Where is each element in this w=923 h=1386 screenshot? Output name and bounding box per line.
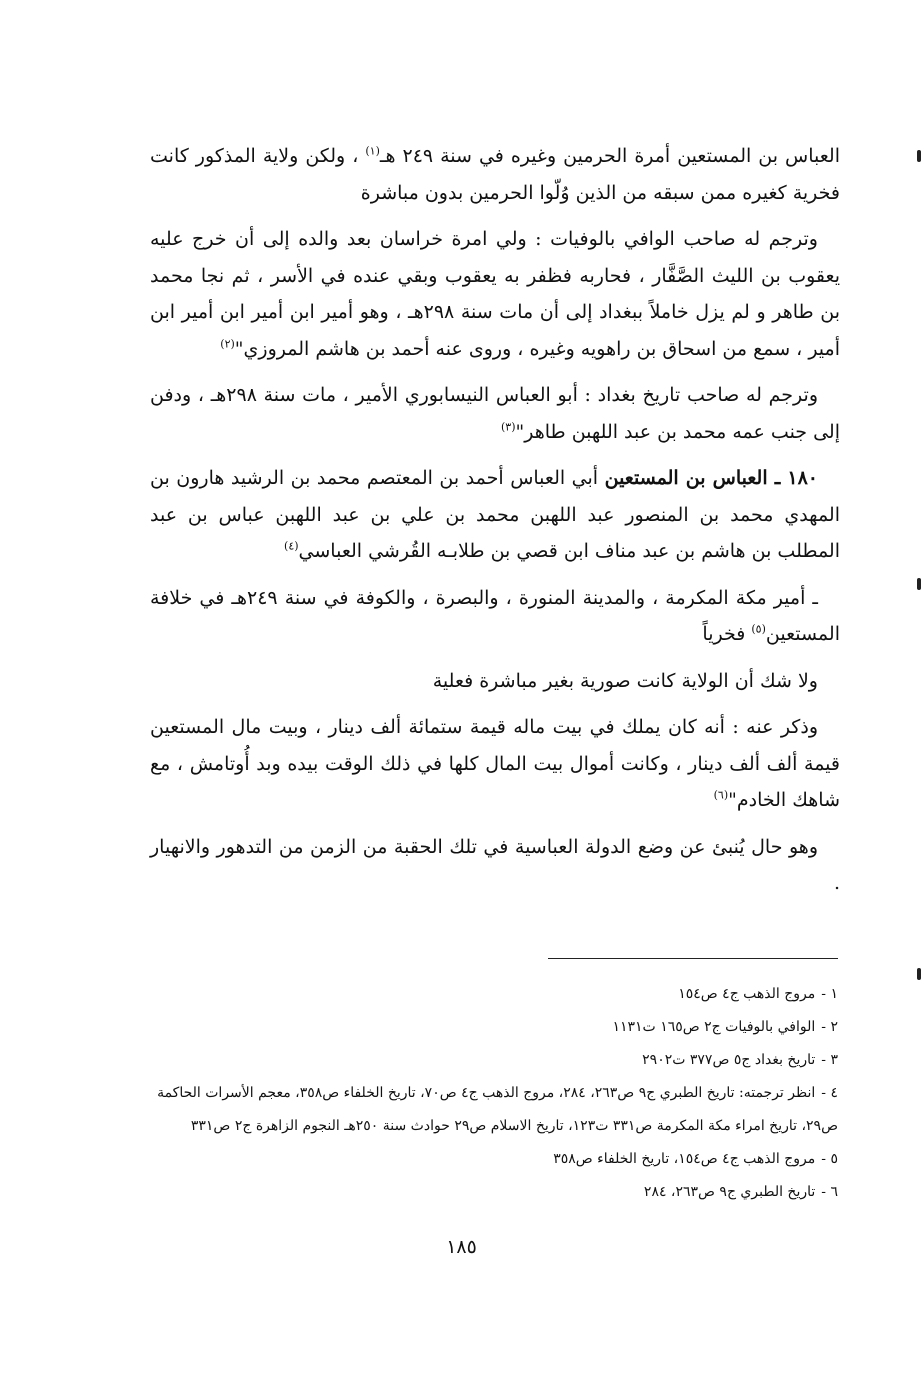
footnote-ref-3: (٣) (501, 420, 516, 434)
footnote-6-number: ٦ - (821, 1184, 838, 1200)
footnote-5 (148, 1143, 838, 1176)
paragraph-8 (150, 829, 840, 902)
paragraph-5 (150, 580, 840, 653)
footnote-4-text: انظر ترجمته: تاريخ الطبري ج٩ ص٢٦٣، ٢٨٤، مروج الذهب ج٤ ص٧٠، تاريخ الخلفاء ص٣٥٨، معجم الأسرات الحاكمة ص٢٩، تاريخ امراء مكة المكرمة ص٣٣١ ت١٢٣، تاريخ الاسلام ص٢٩ حوادث سنة ٢٥٠هـ النجوم الزاهرة ج٢ ص٣٣١ (157, 1085, 838, 1134)
paragraph-8-text: وهو حال يُنبئ عن وضع الدولة العباسية في تلك الحقبة من الزمن من التدهور والانهيار . (150, 835, 840, 894)
footnote-2 (148, 1011, 838, 1044)
footnote-6 (148, 1176, 838, 1209)
footnote-5-text: مروج الذهب ج٤ ص١٥٤، تاريخ الخلفاء ص٣٥٨ (553, 1151, 816, 1167)
footnote-ref-5: (٥) (751, 622, 766, 636)
paragraph-6 (150, 663, 840, 700)
footnote-ref-1: (١) (365, 144, 380, 158)
paragraph-1 (150, 138, 840, 211)
footnote-5-number: ٥ - (821, 1151, 838, 1167)
margin-mark (917, 578, 921, 590)
entry-180-heading: ١٨٠ ـ العباس بن المستعين (604, 467, 819, 489)
footnotes-list (148, 978, 838, 1209)
footnote-2-number: ٢ - (821, 1019, 838, 1035)
footnote-2-text: الوافي بالوفيات ج٢ ص١٦٥ ت١١٣١ (612, 1019, 816, 1035)
paragraph-3 (150, 377, 840, 450)
footnote-3 (148, 1044, 838, 1077)
footnote-4-number: ٤ - (821, 1085, 838, 1101)
paragraph-5-tail: فخرياً (702, 623, 752, 645)
footnote-3-number: ٣ - (821, 1052, 838, 1068)
page-number: ١٨٥ (446, 1236, 477, 1258)
paragraph-2 (150, 221, 840, 367)
paragraph-2-text: وترجم له صاحب الوافي بالوفيات : ولي امرة خراسان بعد والده إلى أن خرج عليه يعقوب بن الليث الصَّفَّار ، فحاربه فظفر به يعقوب وبقي عنده في الأسر ، ثم نجا محمد بن طاهر و لم يزل خاملاً ببغداد إلى أن مات سنة ٢٩٨هـ ، وهو أمير ابن أمير ابن أمير ابن أمير ، سمع من اسحاق بن راهويه وغيره ، وروى عنه أحمد بن هاشم المروزي" (150, 228, 840, 360)
paragraph-3-text: وترجم له صاحب تاريخ بغداد : أبو العباس النيسابوري الأمير ، مات سنة ٢٩٨هـ ، ودفن إلى جنب عمه محمد بن عبد اللهبن طاهر" (150, 384, 840, 443)
main-text-block (150, 138, 840, 912)
footnote-ref-2: (٢) (220, 337, 235, 351)
paragraph-1-tail: ، ولكن ولاية المذكور كانت فخرية كغيره ممن سبقه من الذين وُلّوا الحرمين بدون مباشرة (150, 145, 840, 204)
margin-mark (917, 150, 921, 162)
paragraph-7 (150, 709, 840, 819)
footnote-ref-6: (٦) (713, 788, 729, 802)
footnote-ref-4: (٤) (284, 539, 299, 553)
footnote-6-text: تاريخ الطبري ج٩ ص٢٦٣، ٢٨٤ (643, 1184, 816, 1200)
paragraph-7-text: وذكر عنه : أنه كان يملك في بيت ماله قيمة ستمائة ألف دينار ، وبيت مال المستعين قيمة ألف ألف دينار ، وكانت أموال بيت المال كلها في ذلك الوقت بيده وبد أُوتامش ، مع شاهك الخادم" (150, 716, 840, 811)
paragraph-6-text: ولا شك أن الولاية كانت صورية بغير مباشرة فعلية (432, 669, 818, 692)
footnote-3-text: تاريخ بغداد ج٥ ص٣٧٧ ت٢٩٠٢ (642, 1052, 816, 1068)
footnote-1-text: مروج الذهب ج٤ ص١٥٤ (678, 986, 816, 1002)
margin-mark (917, 968, 921, 980)
paragraph-5-text: ـ أمير مكة المكرمة ، والمدينة المنورة ، والبصرة ، والكوفة في سنة ٢٤٩هـ في خلافة المستعين (150, 586, 840, 645)
footnote-4 (148, 1077, 838, 1143)
footnote-1-number: ١ - (821, 986, 838, 1002)
footnote-separator (548, 958, 838, 959)
footnote-1 (148, 978, 838, 1011)
entry-180-text: أبي العباس أحمد بن المعتصم محمد بن الرشيد هارون بن المهدي محمد بن المنصور عبد اللهبن محمد بن علي بن عبد اللهبن عباس بن عبد المطلب بن هاشم بن عبد مناف ابن قصي بن طلابـه القُرشي العباسي (150, 467, 840, 562)
entry-180 (150, 460, 840, 570)
paragraph-1-text: العباس بن المستعين أمرة الحرمين وغيره في سنة ٢٤٩ هـ (379, 145, 841, 167)
